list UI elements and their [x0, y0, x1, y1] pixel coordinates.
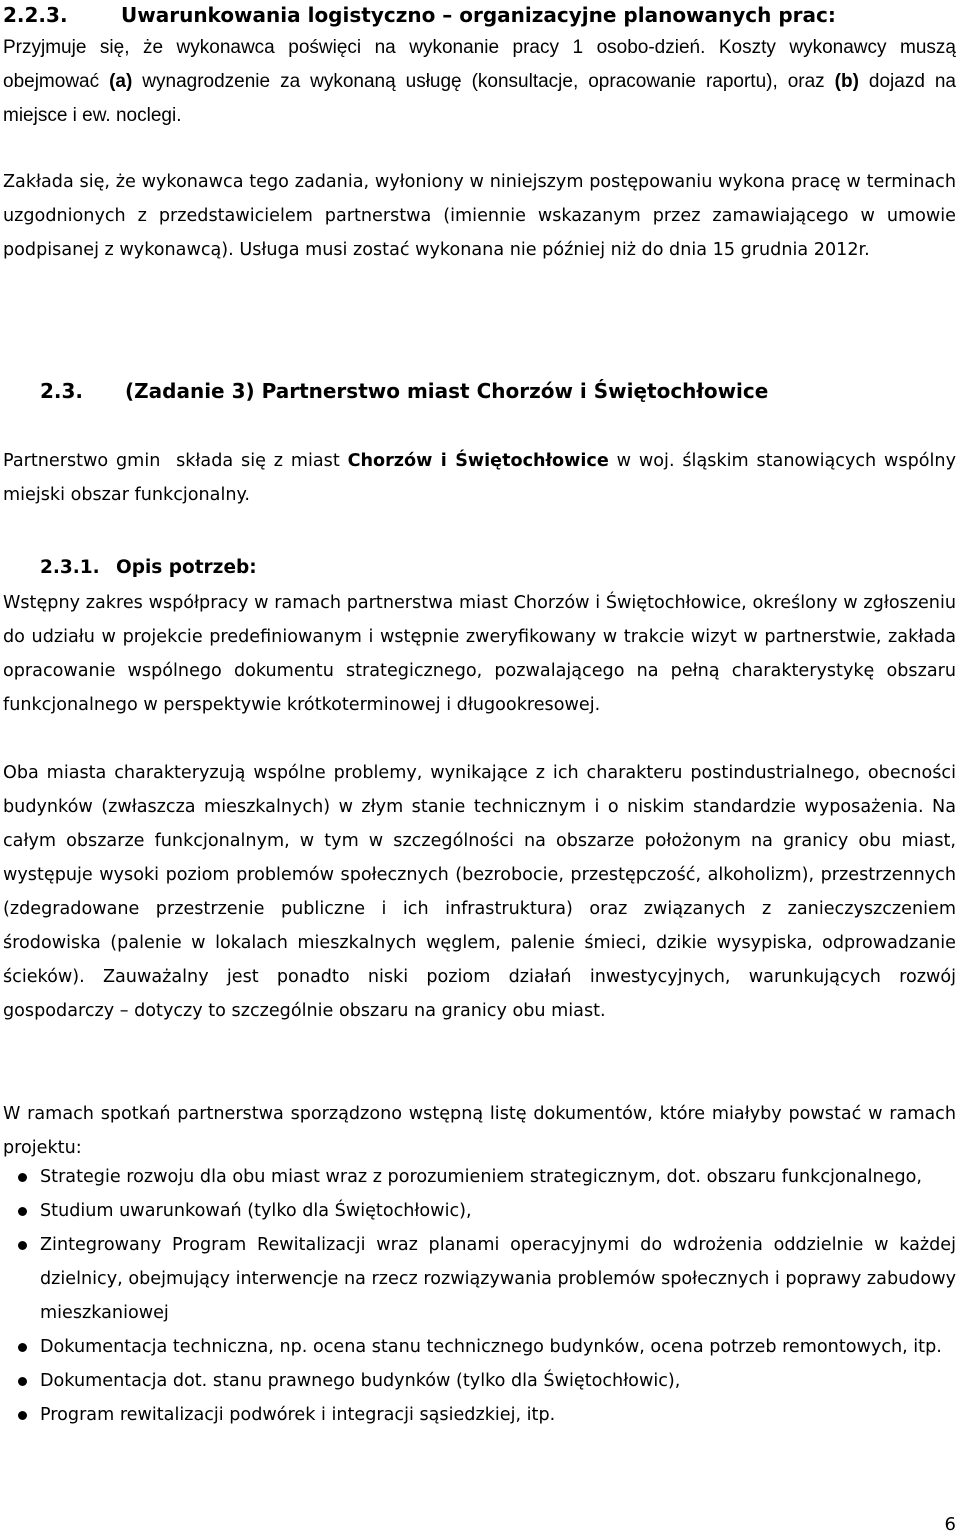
bold-run: (a) — [109, 71, 133, 92]
section-heading-2-3-1 — [40, 553, 257, 583]
list-item — [0, 1364, 956, 1398]
section-heading-2-3 — [40, 376, 768, 406]
bullet-icon — [18, 1377, 27, 1386]
bullet-icon — [18, 1173, 27, 1182]
page-number: 6 — [944, 1514, 956, 1535]
paragraph-deadline: Zakłada się, że wykonawca tego zadania, wyłoniony w niniejszym postępowaniu wykona pracę w terminach uzgodnionych z przedstawicielem partnerstwa (imiennie wskazanym przez zamawiającego w umowie podpisanej z wykonawcą). Usługa musi zostać wykonana nie później niż do dnia 15 grudnia 2012r. — [3, 172, 956, 260]
section-heading-2-2-3 — [3, 0, 836, 30]
bullet-icon — [18, 1241, 27, 1250]
section-number: 2.3.1. — [40, 557, 100, 578]
text-run: Partnerstwo gmin składa się z miast — [3, 451, 348, 471]
text-run: w woj. śląskim stanowiących wspólny miejski obszar funkcjonalny. — [3, 451, 956, 505]
paragraph-cooperation-scope: Wstępny zakres współpracy w ramach partnerstwa miast Chorzów i Świętochłowice, określony w zgłoszeniu do udziału w projekcie predefiniowanym i wstępnie zweryfikowany w trakcie wizyt w partnerstwie, zakłada opracowanie wspólnego dokumentu strategicznego, pozwalającego na pełną charakterystykę obszaru funkcjonalnego w perspektywie krótkoterminowej i długookresowej. — [3, 593, 956, 715]
text-run: Przyjmuje się, że wykonawca poświęci na wykonanie pracy 1 osobo-dzień. Koszty wykonawcy muszą obejmować — [3, 37, 956, 92]
bold-run: Chorzów i Świętochłowice — [347, 451, 609, 471]
paragraph-common-problems: Oba miasta charakteryzują wspólne problemy, wynikające z ich charakteru postindustrialnego, obecności budynków (zwłaszcza mieszkalnych) w złym stanie technicznym i o niskim standardzie wyposażenia. Na całym obszarze funkcjonalnym, w tym w szczególności na obszarze położonym na granicy obu miast, występuje wysoki poziom problemów społecznych (bezrobocie, przestępczość, alkoholizm), przestrzennych (zdegradowane przestrzenie publiczne i ich infrastruktura) oraz związanych z zanieczyszczeniem środowiska (palenie w lokalach mieszkalnych węglem, palenie śmieci, dzikie wysypiska, odprowadzanie ścieków). Zauważalny jest ponadto niski poziom działań inwestycyjnych, warunkujących rozwój gospodarczy – dotyczy to szczególnie obszaru na granicy obu miast. — [3, 763, 956, 1021]
list-item — [0, 1398, 956, 1432]
list-item-text: Studium uwarunkowań (tylko dla Świętochłowic), — [40, 1201, 472, 1221]
list-item — [0, 1194, 956, 1228]
list-item-text: Dokumentacja dot. stanu prawnego budynków (tylko dla Świętochłowic), — [40, 1371, 681, 1391]
list-item-text: Zintegrowany Program Rewitalizacji wraz planami operacyjnymi do wdrożenia oddzielnie w każdej dzielnicy, obejmujący interwencje na rzecz rozwiązywania problemów społecznych i poprawy zabudowy mieszkaniowej — [40, 1235, 956, 1323]
text-run: wynagrodzenie za wykonaną usługę (konsultacje, opracowanie raportu), oraz — [132, 71, 835, 92]
list-item — [0, 1160, 956, 1194]
section-title: Uwarunkowania logistyczno – organizacyjne planowanych prac: — [121, 3, 836, 27]
paragraph-logistics-costs — [3, 31, 956, 133]
section-number: 2.2.3. — [3, 3, 68, 27]
list-item-text: Program rewitalizacji podwórek i integracji sąsiedzkiej, itp. — [40, 1405, 556, 1425]
paragraph-partnership-intro — [3, 444, 956, 512]
paragraph-documents-list-intro: W ramach spotkań partnerstwa sporządzono wstępną listę dokumentów, które miałyby powstać w ramach projektu: — [3, 1104, 956, 1158]
list-item — [0, 1330, 956, 1364]
list-item-text: Dokumentacja techniczna, np. ocena stanu technicznego budynków, ocena potrzeb remontowych, itp. — [40, 1337, 942, 1357]
list-item — [0, 1228, 956, 1330]
documents-bullet-list — [0, 1160, 956, 1432]
section-number: 2.3. — [40, 379, 84, 403]
text-run: dojazd na miejsce i ew. noclegi. — [3, 71, 956, 126]
section-title: (Zadanie 3) Partnerstwo miast Chorzów i Świętochłowice — [125, 379, 769, 403]
section-title: Opis potrzeb: — [116, 557, 257, 578]
bullet-icon — [18, 1411, 27, 1420]
bullet-icon — [18, 1343, 27, 1352]
list-item-text: Strategie rozwoju dla obu miast wraz z porozumieniem strategicznym, dot. obszaru funkcjonalnego, — [40, 1167, 922, 1187]
bold-run: (b) — [834, 71, 859, 92]
bullet-icon — [18, 1207, 27, 1216]
